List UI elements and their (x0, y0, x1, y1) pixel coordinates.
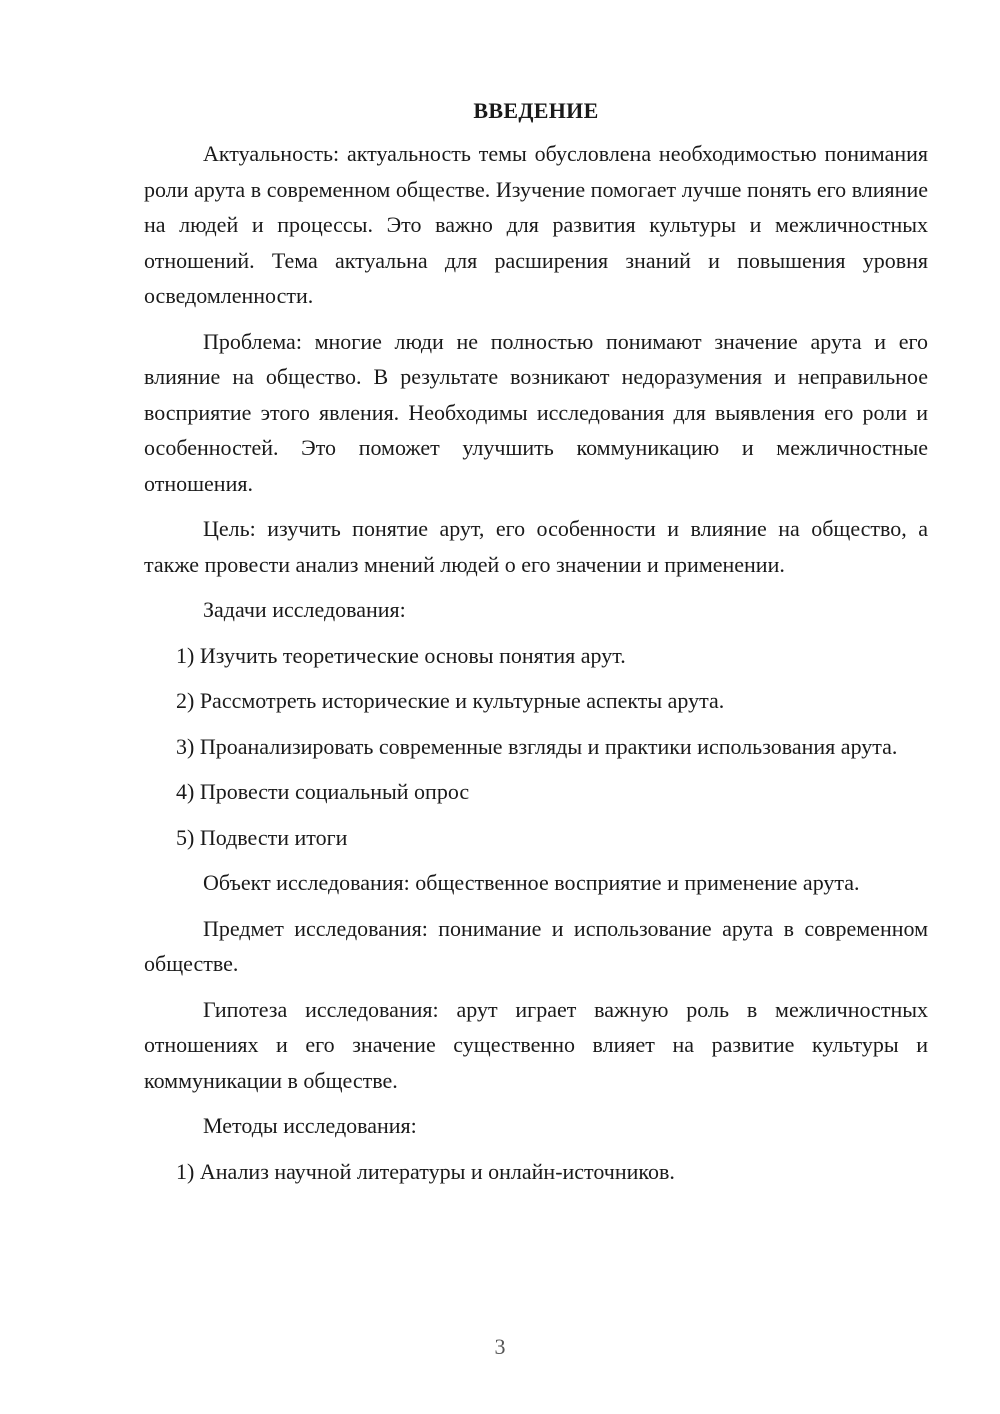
task-item: 4) Провести социальный опрос (176, 779, 470, 804)
methods-title: Методы исследования: (203, 1113, 417, 1138)
hypothesis-paragraph: Гипотеза исследования: арут играет важную роль в межличностных отношениях и его значение существенно влияет на развитие культуры и коммуникации в обществе. (144, 996, 928, 1093)
object-paragraph: Объект исследования: общественное восприятие и применение арута. (203, 870, 860, 895)
problem-paragraph: Проблема: многие люди не полностью понимают значение арута и его влияние на общество. В результате возникают недоразумения и неправильное восприятие этого явления. Необходимы исследования для выявления его роли и особенностей. Это поможет улучшить коммуникацию и межличностные отношения. (144, 328, 928, 496)
goal-paragraph: Цель: изучить понятие арут, его особенности и влияние на общество, а также провести анализ мнений людей о его значении и применении. (144, 516, 928, 577)
tasks-title: Задачи исследования: (203, 597, 406, 622)
task-item: 1) Изучить теоретические основы понятия арут. (176, 642, 626, 668)
task-item: 5) Подвести итоги (176, 824, 348, 850)
document-page (144, 96, 928, 1199)
subject-paragraph: Предмет исследования: понимание и использование арута в современном обществе. (144, 915, 928, 976)
task-item: 2) Рассмотреть исторические и культурные аспекты арута. (176, 688, 725, 713)
section-heading: ВВЕДЕНИЕ (473, 98, 599, 123)
task-item: 3) Проанализировать современные взгляды и практики использования арута. (176, 733, 898, 759)
method-item: 1) Анализ научной литературы и онлайн-источников. (176, 1158, 675, 1184)
relevance-paragraph: Актуальность: актуальность темы обусловлена необходимостью понимания роли арута в современном обществе. Изучение помогает лучше понять его влияние на людей и процессы. Это важно для развития культуры и межличностных отношений. Тема актуальна для расширения знаний и повышения уровня осведомленности. (144, 141, 928, 308)
page-number: 3 (494, 1334, 506, 1359)
